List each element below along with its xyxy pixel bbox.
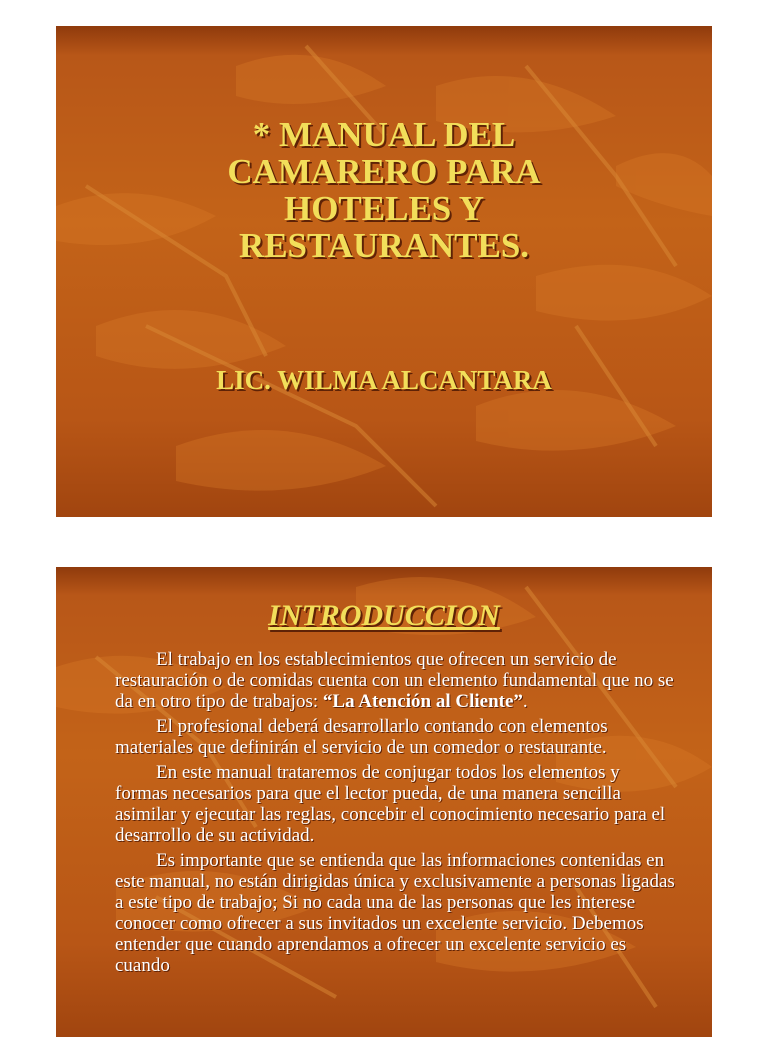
- title-line: RESTAURANTES.: [238, 226, 530, 265]
- title-line: CAMARERO PARA: [227, 152, 541, 191]
- title-line: * MANUAL DEL: [252, 115, 516, 154]
- paragraph: [115, 649, 675, 712]
- author-name: LIC. WILMA ALCANTARA: [216, 365, 552, 395]
- introduction-slide: [56, 567, 712, 1037]
- title-slide: [56, 26, 712, 517]
- paragraph: El profesional deberá desarrollarlo contando con elementos materiales que definirán el servicio de un comedor o restaurante.: [115, 716, 608, 758]
- leaf-pattern-background: [56, 26, 712, 517]
- title-line: HOTELES Y: [283, 189, 485, 228]
- introduction-body: [115, 649, 675, 980]
- paragraph: Es importante que se entienda que las informaciones contenidas en este manual, no están dirigidas única y exclusivamente a personas ligadas a este tipo de trabajo; Si no cada una de las personas que les interese conocer como ofrecer a sus invitados un excelente servicio. Debemos entender que cuando aprendamos a ofrecer un excelente servicio es cuando: [115, 850, 675, 976]
- paragraph-text: El trabajo en los establecimientos que ofrecen un servicio de restauración o de comidas cuenta con un elemento fundamental que no se da en otro tipo de trabajos:: [115, 649, 674, 712]
- paragraph: En este manual trataremos de conjugar todos los elementos y formas necesarios para que el lector pueda, de una manera sencilla asimilar y ejecutar las reglas, concebir el conocimiento necesario para el desarrollo de su actividad.: [115, 762, 666, 846]
- emphasis-text: “La Atención al Cliente”: [322, 691, 523, 712]
- paragraph-text: .: [522, 691, 528, 712]
- slide-title: [146, 116, 622, 264]
- section-heading: INTRODUCCION: [268, 599, 500, 632]
